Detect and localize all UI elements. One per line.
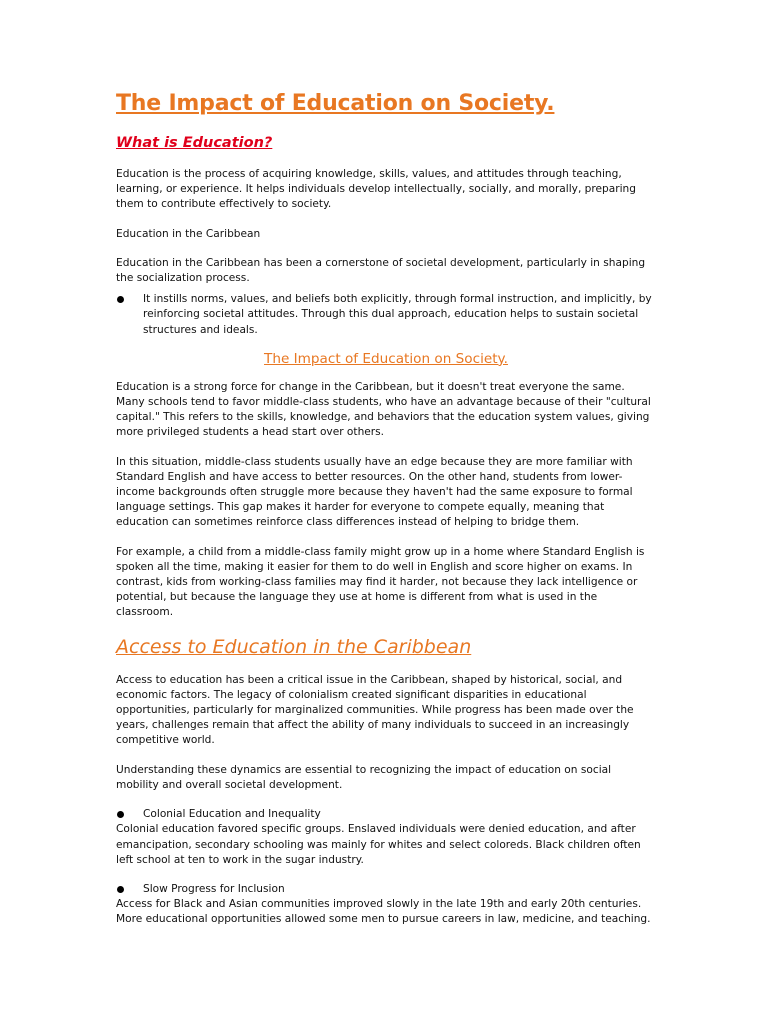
intro-paragraph: Education is the process of acquiring knowledge, skills, values, and attitudes through teaching, learning, or experience. It helps individuals develop intellectually, socially, and morally, preparing them to contribute effectively to society.: [116, 168, 636, 211]
colonial-paragraph: Colonial education favored specific groups. Enslaved individuals were denied education, and after emancipation, secondary schooling was mainly for whites and select coloreds. Black children often left school at ten to work in the sugar industry.: [116, 823, 641, 866]
access-heading: Access to Education in the Caribbean: [116, 635, 472, 658]
norms-bullet-item: [116, 292, 656, 338]
bullet-dot-icon: [117, 811, 124, 818]
document-title: The Impact of Education on Society.: [116, 91, 555, 116]
slow-progress-bullet-item: [116, 882, 656, 897]
slow-progress-paragraph: Access for Black and Asian communities improved slowly in the late 19th and early 20th centuries. More educational opportunities allowed some men to pursue careers in law, medicine, and teaching.: [116, 898, 651, 926]
impact-heading: The Impact of Education on Society.: [264, 350, 508, 367]
impact-paragraph-1: Education is a strong force for change in the Caribbean, but it doesn't treat everyone the same. Many schools tend to favor middle-class students, who have an advantage because of their "cultural capital." This refers to the skills, knowledge, and behaviors that the education system values, giving more privileged students a head start over others.: [116, 380, 651, 439]
access-paragraph-1: Access to education has been a critical issue in the Caribbean, shaped by historical, social, and economic factors. The legacy of colonialism created significant disparities in educational opportunities, particularly for marginalized communities. While progress has been made over the years, challenges remain that affect the ability of many individuals to succeed in an increasingly competitive world.: [116, 673, 634, 747]
caribbean-label: Education in the Caribbean: [116, 227, 261, 240]
bullet-dot-icon: [117, 886, 124, 893]
impact-paragraph-2: In this situation, middle-class students usually have an edge because they are more familiar with Standard English and have access to better resources. On the other hand, students from lower-income backgrounds often struggle more because they haven't had the same exposure to formal language settings. This gap makes it harder for everyone to compete equally, meaning that education can sometimes reinforce class differences instead of helping to bridge them.: [116, 455, 633, 529]
document-page: [116, 88, 656, 928]
norms-bullet-text: It instills norms, values, and beliefs both explicitly, through formal instruction, and implicitly, by reinforcing societal attitudes. Through this dual approach, education helps to sustain societal structures and ideals.: [143, 293, 652, 336]
colonial-bullet-item: [116, 807, 656, 822]
caribbean-paragraph: Education in the Caribbean has been a cornerstone of societal development, particularly in shaping the socialization process.: [116, 256, 646, 285]
slow-progress-bullet-text: Slow Progress for Inclusion: [143, 882, 285, 895]
access-paragraph-2: Understanding these dynamics are essential to recognizing the impact of education on social mobility and overall societal development.: [116, 763, 612, 791]
colonial-bullet-text: Colonial Education and Inequality: [143, 808, 321, 821]
what-is-education-heading: What is Education?: [116, 135, 273, 151]
bullet-dot-icon: [117, 296, 124, 303]
impact-paragraph-3: For example, a child from a middle-class family might grow up in a home where Standard English is spoken all the time, making it easier for them to do well in English and score higher on exams. In contrast, kids from working-class families may find it harder, not because they lack intelligence or potential, but because the language they use at home is different from what is used in the classroom.: [116, 545, 645, 619]
